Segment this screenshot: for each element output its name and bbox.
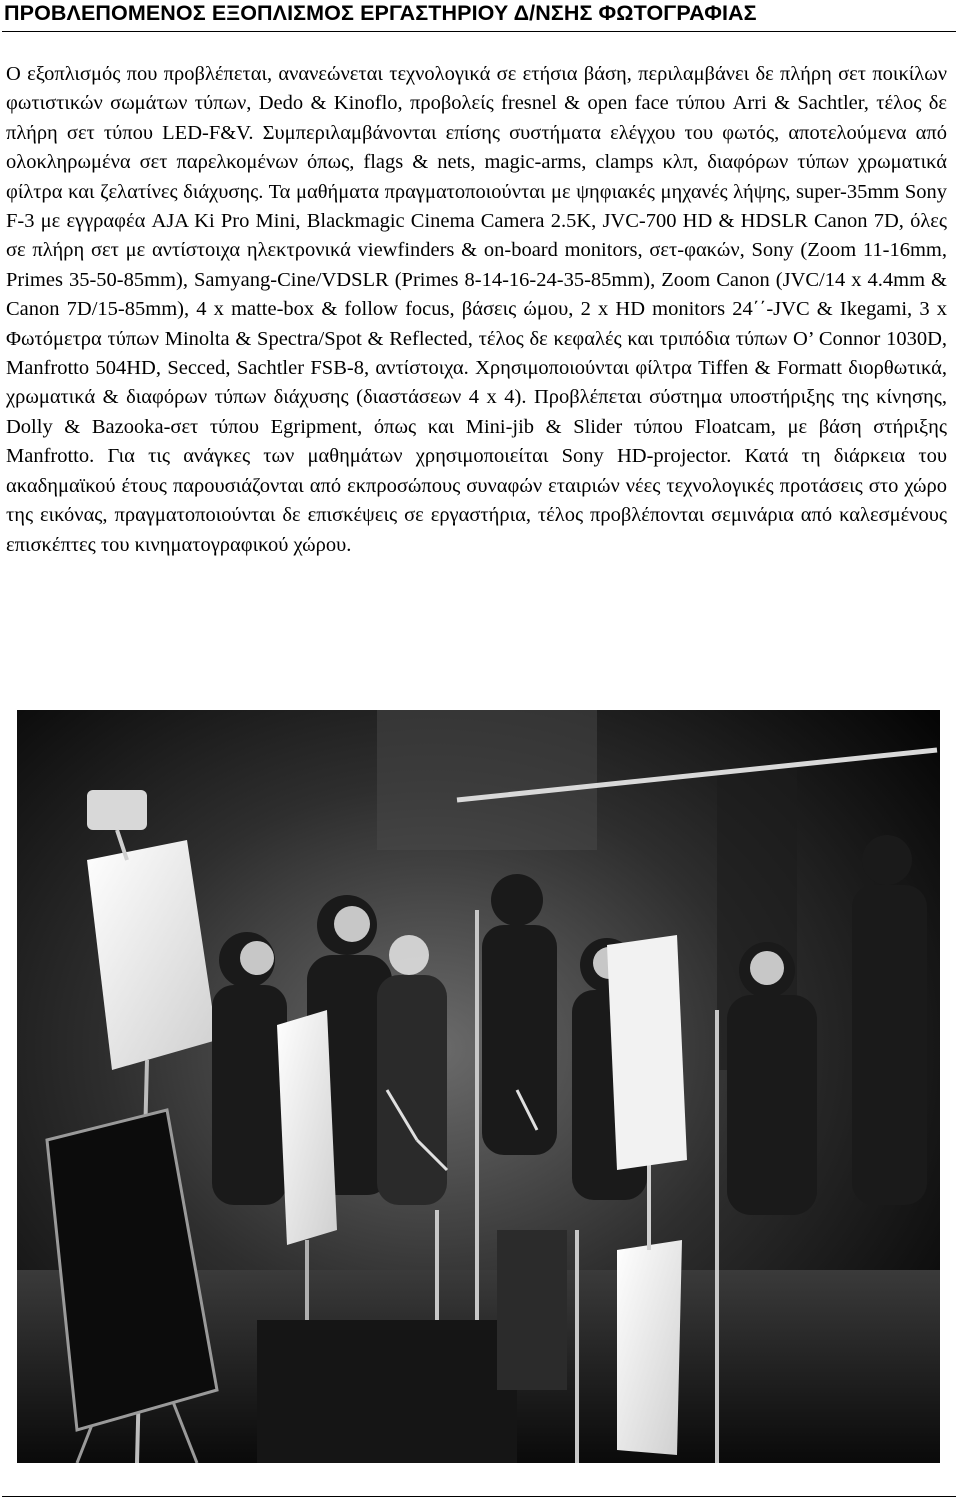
title-divider	[2, 31, 956, 32]
page-title: ΠΡΟΒΛΕΠΟΜΕΝΟΣ ΕΞΟΠΛΙΣΜΟΣ ΕΡΓΑΣΤΗΡΙΟΥ Δ/ΝΣΗΣ ΦΩΤΟΓΡΑΦΙΑΣ	[4, 1, 757, 25]
body-paragraph: Ο εξοπλισμός που προβλέπεται, ανανεώνεται τεχνολογικά σε ετήσια βάση, περιλαμβάνει δε πλήρη σετ ποικίλων φωτιστικών σωμάτων τύπων, Dedo & Kinoflo, προβολείς fresnel & open face τύπου Arri & Sachtler, τέλος δε πλήρη σετ τύπου LED-F&V. Συμπεριλαμβάνονται επίσης συστήματα ελέγχου του φωτός, αποτελούμενα από ολοκληρωμένα σετ παρελκομένων όπως, flags & nets, magic-arms, clamps κλπ, διαφόρων τύπων χρωματικά φίλτρα και ζελατίνες διάχυσης. Τα μαθήματα πραγματοποιούνται με ψηφιακές μηχανές λήψης, super-35mm Sony F-3 με εγγραφέα AJA Ki Pro Mini, Blackmagic Cinema Camera 2.5K, JVC-700 HD & HDSLR Canon 7D, όλες σε πλήρη σετ με αντίστοιχα ηλεκτρονικά viewfinders & on-board monitors, σετ-φακών, Sony (Zoom 11-16mm, Primes 35-50-85mm), Samyang-Cine/VDSLR (Primes 8-14-16-24-35-85mm), Zoom Canon (JVC/14 x 4.4mm & Canon 7D/15-85mm), 4 x matte-box & follow focus, βάσεις ώμου, 2 x HD monitors 24΄΄-JVC & Ikegami, 3 x Φωτόμετρα τύπων Minolta & Spectra/Spot & Reflected, τέλος δε κεφαλές και τριπόδια τύπων O’ Connor 1030D, Manfrotto 504HD, Secced, Sachtler FSB-8, αντίστοιχα. Χρησιμοποιούνται φίλτρα Tiffen & Formatt διορθωτικά, χρωματικά & διαφόρων τύπων διάχυσης (διαστάσεων 4 x 4). Προβλέπεται σύστημα υποστήριξης της κίνησης, Dolly & Bazooka-σετ τύπου Egripment, όπως και Mini-jib & Slider τύπου Floatcam, με βάση στήριξης Manfrotto. Για τις ανάγκες των μαθημάτων χρησιμοποιείται Sony HD-projector. Κατά τη διάρκεια του ακαδημαϊκού έτους παρουσιάζονται από εκπροσώπους συναφών εταιριών νέες τεχνολογικές προτάσεις στο χώρο της εικόνας, πραγματοποιούνται δε επισκέψεις σε εργαστήρια, τέλος προβλέπονται σεμινάρια από καλεσμένους επισκέπτες του κινηματογραφικού χώρου.	[6, 63, 947, 556]
lighting-studio-photo-illustration	[17, 710, 940, 1463]
lighting-studio-photo	[17, 710, 940, 1463]
footer-divider	[2, 1496, 956, 1497]
